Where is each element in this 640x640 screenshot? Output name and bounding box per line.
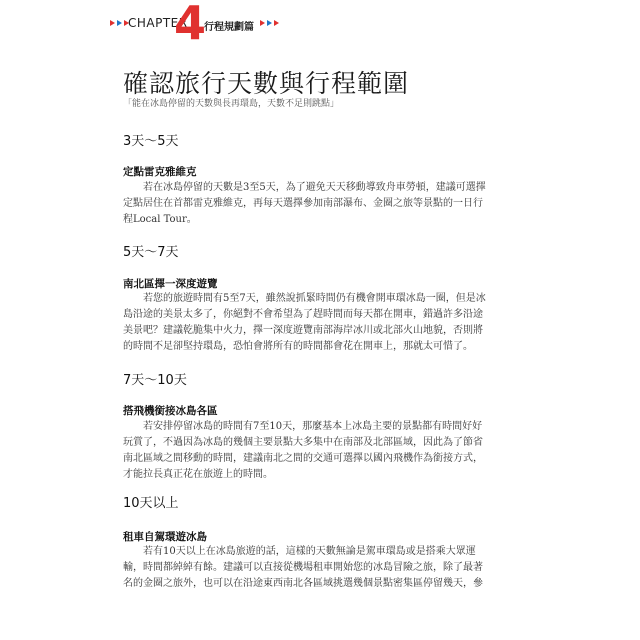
section-subheading: 定點雷克雅維克 — [123, 166, 197, 178]
chapter-word: CHAPTER — [128, 16, 188, 30]
section-subheading: 搭飛機銜接冰島各區 — [123, 405, 218, 417]
section-paragraph — [123, 291, 493, 355]
triangle-icon — [110, 20, 115, 26]
paragraph-line: 若安排停留冰島的時間有7至10天，那麼基本上冰島主要的景點都有時間好好 — [143, 421, 483, 432]
paragraph-line: 程Local Tour。 — [123, 214, 197, 225]
chapter-header — [110, 0, 310, 50]
page-subtitle: 「能在冰島停留的天數與長再環島，天數不足則跳點」 — [123, 99, 340, 109]
triangle-icon — [117, 20, 122, 26]
paragraph-line: 若有10天以上在冰島旅遊的話，這樣的天數無論是駕車環島或是搭乘大眾運 — [143, 546, 476, 557]
triangle-icon — [274, 20, 279, 26]
paragraph-line: 若您的旅遊時間有5至7天，雖然說抓緊時間仍有機會開車環冰島一圈，但是冰 — [143, 293, 486, 304]
section-paragraph — [123, 544, 493, 592]
section-paragraph — [123, 419, 493, 483]
paragraph-line: 若在冰島停留的天數是3至5天，為了避免天天移動導致舟車勞頓，建議可選擇 — [143, 182, 486, 193]
section-subheading: 租車自駕環遊冰島 — [123, 531, 207, 543]
chapter-section-name: 行程規劃篇 — [204, 22, 254, 33]
paragraph-line: 南北區域之間移動的時間，建議南北之間的交通可選擇以國內飛機作為銜接方式， — [123, 453, 483, 464]
paragraph-line: 名的金圈之旅外，也可以在沿途東西南北各區域挑選幾個景點密集區停留幾天，參 — [123, 578, 483, 589]
paragraph-line: 才能拉長真正花在旅遊上的時間。 — [123, 469, 273, 480]
paragraph-line: 定點居住在首都雷克雅維克，再每天選擇參加南部瀑布、金圈之旅等景點的一日行 — [123, 198, 483, 209]
section-heading: 7天～10天 — [123, 373, 187, 388]
paragraph-line: 玩賞了，不過因為冰島的幾個主要景點大多集中在南部及北部區域，因此為了節省 — [123, 437, 483, 448]
section-heading: 3天～5天 — [123, 134, 179, 149]
paragraph-line: 的時間不足卻堅持環島，恐怕會將所有的時間都會花在開車上，那就太可惜了。 — [123, 341, 473, 352]
decorative-triangles-left — [110, 20, 129, 26]
section-heading: 5天～7天 — [123, 245, 179, 260]
paragraph-line: 輸，時間都綽綽有餘。建議可以直接從機場租車開始您的冰島冒險之旅，除了最著 — [123, 562, 483, 573]
chapter-number: 4 — [174, 0, 207, 50]
triangle-icon — [260, 20, 265, 26]
section-paragraph — [123, 180, 493, 228]
decorative-triangles-right — [260, 20, 279, 26]
paragraph-line: 美景吧？建議乾脆集中火力，擇一深度遊覽南部海岸冰川或北部火山地貌，否則將 — [123, 325, 483, 336]
section-heading: 10天以上 — [123, 496, 179, 511]
section-subheading: 南北區擇一深度遊覽 — [123, 278, 218, 290]
paragraph-line: 島沿途的美景太多了，你絕對不會希望為了趕時間而每天都在開車，錯過許多沿途 — [123, 309, 483, 320]
triangle-icon — [267, 20, 272, 26]
page-title: 確認旅行天數與行程範圍 — [123, 69, 410, 98]
